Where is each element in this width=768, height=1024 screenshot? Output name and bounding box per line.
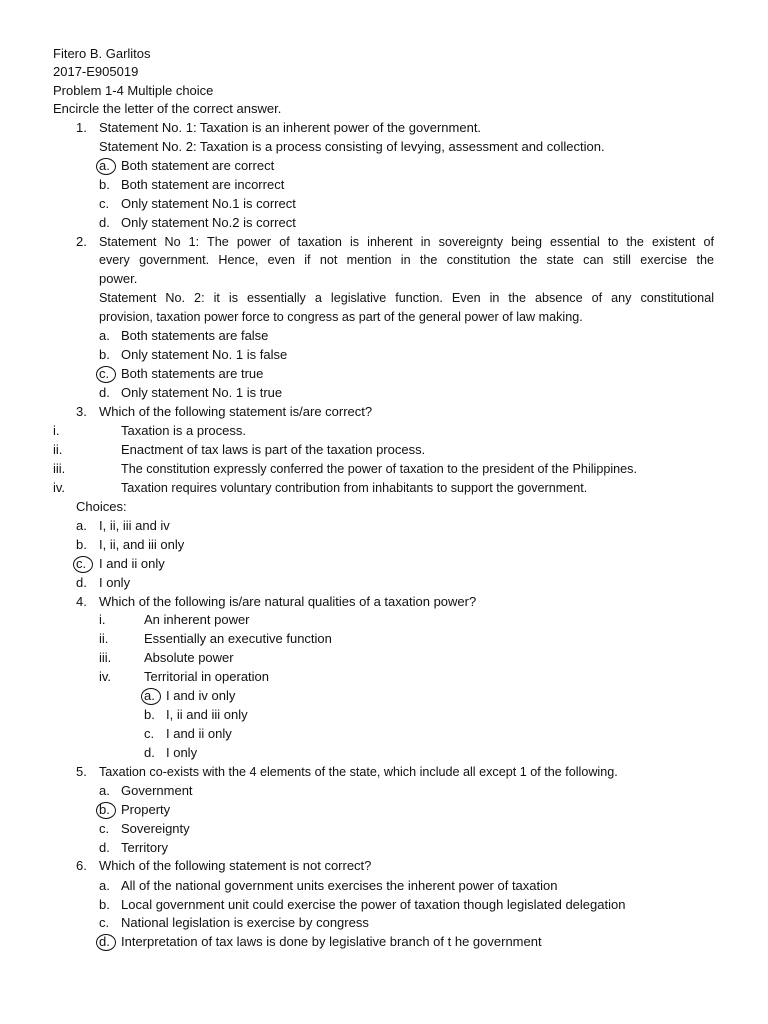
question-text: Which of the following statement is/are correct? [99,404,373,419]
choice-letter: d. [144,745,155,760]
item-text: Enactment of tax laws is part of the taxation process. [121,442,426,457]
choice-text: Both statement are correct [121,158,275,173]
question-number: 6. [76,858,87,873]
item-number: i. [53,423,60,438]
item-text: Taxation requires voluntary contribution from inhabitants to support the government. [121,481,588,495]
question-text: Which of the following is/are natural qualities of a taxation power? [99,594,477,609]
item-number: iii. [99,650,112,665]
choice-text: I, ii and iii only [166,707,248,722]
choice-text: I, ii, iii and iv [99,518,170,533]
choice-letter: b. [99,347,110,362]
choice-text: Only statement No.1 is correct [121,196,296,211]
choice-text: Both statements are false [121,328,269,343]
question-number: 2. [76,234,87,249]
item-text: Territorial in operation [144,669,270,684]
choice-letter: c. [99,915,110,930]
choice-letter: c. [99,196,110,211]
item-text: Essentially an executive function [144,631,332,646]
item-number: i. [99,612,106,627]
question-number: 4. [76,594,87,609]
question-text: Which of the following statement is not correct? [99,858,372,873]
choice-letter: a. [99,878,110,893]
statement-text: power. [99,271,138,286]
choice-text: I and iv only [166,688,236,703]
item-number: iv. [53,480,66,495]
choice-letter: d. [99,385,110,400]
choice-letter: a. [99,783,110,798]
statement-text: Statement No 1: The power of taxation is inherent in sovereignty being essential to the existent of [99,235,714,249]
question-number: 1. [76,120,87,135]
choice-text: Both statement are incorrect [121,177,285,192]
choice-letter: a. [99,158,110,173]
choice-text: Sovereignty [121,821,190,836]
choice-text: Only statement No. 1 is false [121,347,288,362]
choices-label: Choices: [76,499,127,514]
item-number: ii. [99,631,109,646]
choice-letter: b. [144,707,155,722]
question-number: 3. [76,404,87,419]
instruction: Encircle the letter of the correct answer. [53,101,282,116]
choice-text: I only [99,575,131,590]
choice-letter: a. [144,688,155,703]
choice-letter: a. [76,518,87,533]
choice-letter: c. [99,821,110,836]
choice-text: Territory [121,840,168,855]
statement-text: Statement No. 2: Taxation is a process consisting of levying, assessment and collection. [99,139,605,154]
choice-letter: a. [99,328,110,343]
choice-letter: d. [99,840,110,855]
choice-text: Local government unit could exercise the power of taxation though legislated delegation [121,897,626,912]
item-text: Absolute power [144,650,234,665]
statement-text: Statement No. 2: it is essentially a legislative function. Even in the absence of any constitutional [99,291,714,305]
choice-text: I and ii only [166,726,232,741]
choice-text: Government [121,783,193,798]
choice-text: Only statement No. 1 is true [121,385,283,400]
item-text: Taxation is a process. [121,423,247,438]
choice-text: Interpretation of tax laws is done by legislative branch of t he government [121,934,542,949]
choice-letter: b. [99,897,110,912]
item-number: ii. [53,442,63,457]
choice-letter: b. [99,177,110,192]
choice-text: Only statement No.2 is correct [121,215,296,230]
choice-text: All of the national government units exercises the inherent power of taxation [121,878,558,893]
choice-letter: c. [144,726,155,741]
choice-letter: b. [99,802,110,817]
student-name: Fitero B. Garlitos [53,46,151,61]
statement-text: every government. Hence, even if not mention in the constitution the state can still exercise the [99,253,714,267]
item-number: iii. [53,461,66,476]
problem-title: Problem 1-4 Multiple choice [53,83,214,98]
statement-text: Statement No. 1: Taxation is an inherent power of the government. [99,120,482,135]
item-text: The constitution expressly conferred the power of taxation to the president of the Philippines. [121,462,637,476]
item-text: An inherent power [144,612,250,627]
choice-letter: b. [76,537,87,552]
choice-letter: d. [99,215,110,230]
question-number: 5. [76,764,87,779]
choice-text: I and ii only [99,556,165,571]
choice-text: Both statements are true [121,366,264,381]
choice-letter: c. [99,366,110,381]
choice-letter: d. [99,934,110,949]
choice-text: National legislation is exercise by congress [121,915,369,930]
choice-text: I, ii, and iii only [99,537,185,552]
question-text: Taxation co-exists with the 4 elements of the state, which include all except 1 of the following. [99,765,618,779]
choice-letter: d. [76,575,87,590]
statement-text: provision, taxation power force to congress as part of the general power of law making. [99,310,583,324]
item-number: iv. [99,669,112,684]
choice-letter: c. [76,556,87,571]
choice-text: I only [166,745,198,760]
student-id: 2017-E905019 [53,64,139,79]
choice-text: Property [121,802,171,817]
